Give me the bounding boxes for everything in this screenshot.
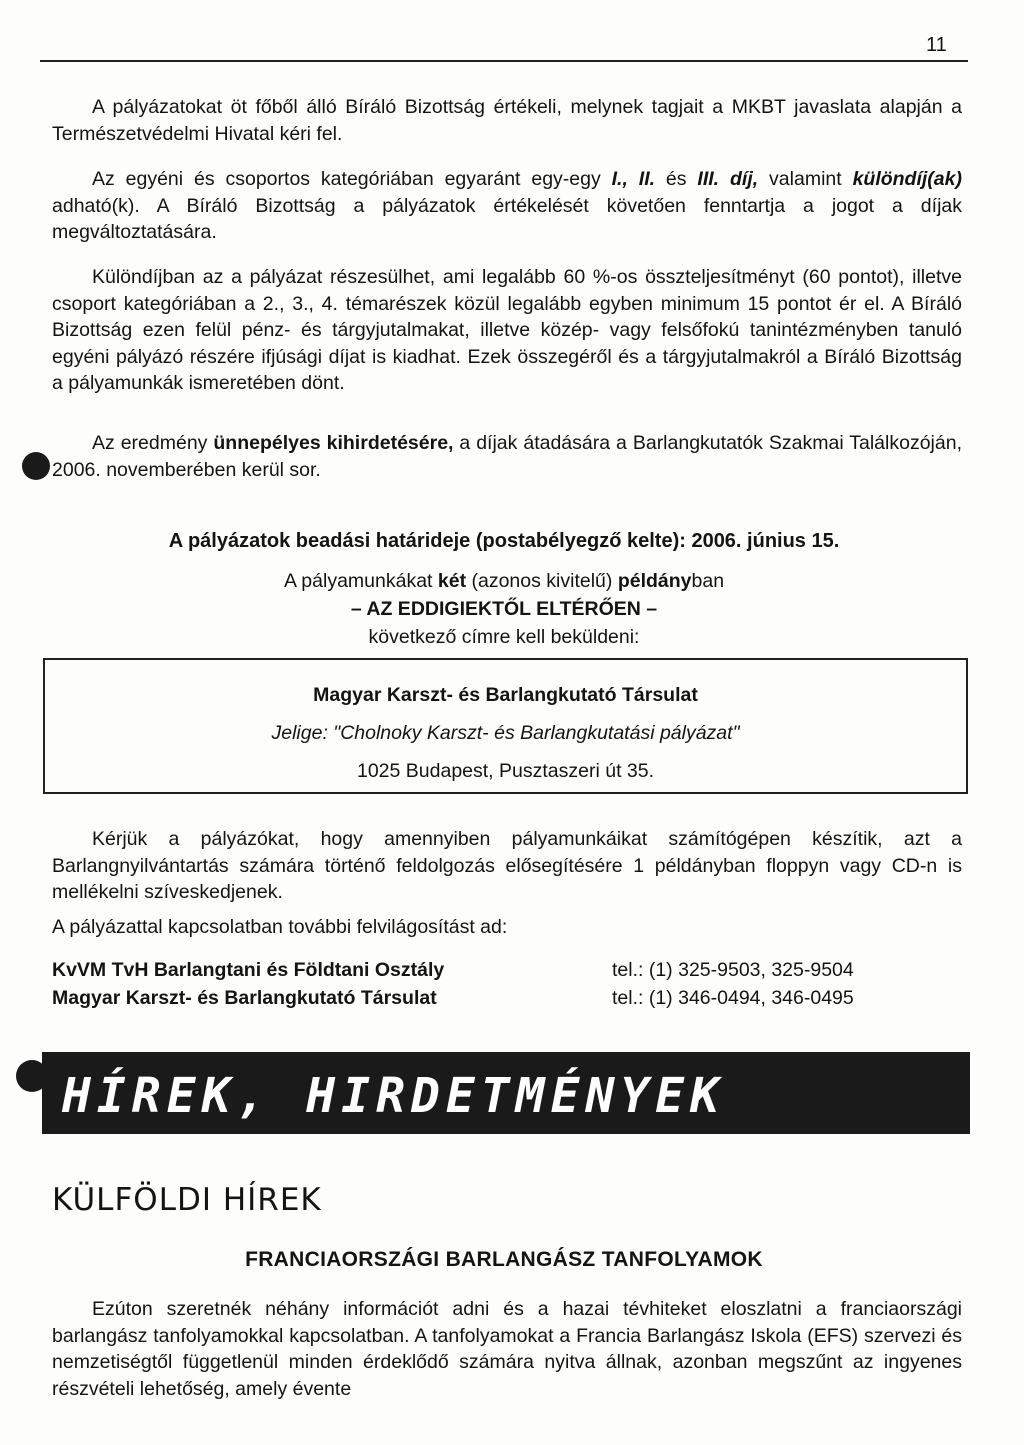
paragraph-special-prize-text: Különdíjban az a pályázat részesülhet, ami legalább 60 %-os összteljesítményt (60 pontot), illetve csoport kategóriában a 2., 3., 4. témarészek közül legalább egyben minimum 15 pontot ér el. A Bíráló Bizottság ezen felül pénz- és tárgyjutalmakat, illetve közép- vagy felsőfokú tanintézményben tanuló egyéni pályázó részére ifjúsági díjat is kiadhat. Ezek összegéről és a tárgyjutalmakról a Bíráló Bizottság a pályamunkák ismeretében dönt. bbox=[52, 266, 962, 394]
prizes-text-a: Az egyéni és csoportos kategóriában egyaránt egy-egy bbox=[92, 168, 612, 190]
address-motto: Jelige: "Cholnoky Karszt- és Barlangkutatási pályázat" bbox=[271, 722, 740, 744]
submit-bold-ket: két bbox=[437, 570, 467, 592]
paragraph-ceremony bbox=[52, 430, 962, 483]
submit-text-e: ban bbox=[691, 570, 725, 592]
submit-line-3: következő címre kell beküldeni: bbox=[368, 626, 640, 648]
paragraph-request-text: Kérjük a pályázókat, hogy amennyiben pályamunkáikat számítógépen készítik, azt a Barlangnyilvántartás számára történő feldolgozás elősegítésére 1 példányban floppyn vagy CD-n is mellékelni szíveskedjenek. bbox=[52, 828, 962, 903]
submit-bold-peldany: példány bbox=[617, 570, 692, 592]
paragraph-special-prize bbox=[52, 264, 962, 397]
paragraph-prizes bbox=[52, 166, 962, 246]
news-banner-title: HÍREK, HIRDETMÉNYEK bbox=[62, 1068, 726, 1124]
prizes-text-g: adható(k). A Bíráló Bizottság a pályázatok értékelését követően fenntartja a jogot a díjak megváltoztatására. bbox=[52, 194, 962, 243]
contact-tel: tel.: (1) 346-0494, 346-0495 bbox=[612, 987, 854, 1009]
paragraph-request bbox=[52, 826, 962, 906]
paragraph-info-text: A pályázattal kapcsolatban további felvilágosítást ad: bbox=[52, 916, 508, 938]
page-number: 11 bbox=[926, 34, 947, 56]
submit-line-1 bbox=[40, 568, 968, 594]
submit-text-a: A pályamunkákat bbox=[283, 570, 438, 592]
submit-line-2: – AZ EDDIGIEKTŐL ELTÉRŐEN – bbox=[350, 598, 658, 620]
paragraph-jury bbox=[52, 94, 962, 147]
punch-hole-mark bbox=[22, 452, 50, 480]
address-street: 1025 Budapest, Pusztaszeri út 35. bbox=[356, 760, 655, 782]
paragraph-info bbox=[52, 914, 962, 941]
contact-org: KvVM TvH Barlangtani és Földtani Osztály bbox=[52, 959, 445, 981]
deadline: A pályázatok beadási határideje (postabélyegző kelte): 2006. június 15. bbox=[168, 530, 840, 552]
address-name: Magyar Karszt- és Barlangkutató Társulat bbox=[313, 684, 698, 706]
prizes-rank-1-2: I., II. bbox=[611, 168, 656, 190]
ceremony-text-a: Az eredmény bbox=[92, 432, 214, 454]
contact-tel: tel.: (1) 325-9503, 325-9504 bbox=[612, 959, 854, 981]
ceremony-text-c: a díjak átadására a Barlangkutatók Szakmai Találkozóján, 2006. novemberében kerül sor. bbox=[52, 432, 962, 481]
news-banner bbox=[42, 1052, 970, 1134]
article-title: FRANCIAORSZÁGI BARLANGÁSZ TANFOLYAMOK bbox=[245, 1248, 763, 1271]
header-rule bbox=[40, 60, 968, 62]
ceremony-bold: ünnepélyes kihirdetésére, bbox=[213, 432, 454, 454]
paragraph-jury-text: A pályázatokat öt főből álló Bíráló Bizottság értékeli, melynek tagjait a MKBT javaslata alapján a Természetvédelmi Hivatal kéri fel. bbox=[52, 96, 962, 145]
address-box bbox=[43, 658, 968, 794]
contact-org: Magyar Karszt- és Barlangkutató Társulat bbox=[52, 987, 437, 1009]
prizes-special: különdíj(ak) bbox=[852, 168, 962, 190]
paragraph-courses bbox=[52, 1296, 962, 1402]
prizes-text-e: valamint bbox=[758, 168, 853, 190]
section-heading: KÜLFÖLDI HÍREK bbox=[52, 1182, 322, 1218]
paragraph-courses-text: Ezúton szeretnék néhány információt adni és a hazai tévhiteket eloszlatni a franciaországi barlangász tanfolyamokkal kapcsolatban. A tanfolyamokat a Francia Barlangász Iskola (EFS) szervezi és nemzetiségtől függetlenül minden érdeklődő számára nyitva állnak, azonban megszűnt az ingyenes részvételi lehetőség, amely évente bbox=[52, 1298, 962, 1400]
prizes-rank-3: III. díj, bbox=[697, 168, 759, 190]
prizes-text-c: és bbox=[655, 168, 698, 190]
submit-text-c: (azonos kivitelű) bbox=[466, 570, 618, 592]
